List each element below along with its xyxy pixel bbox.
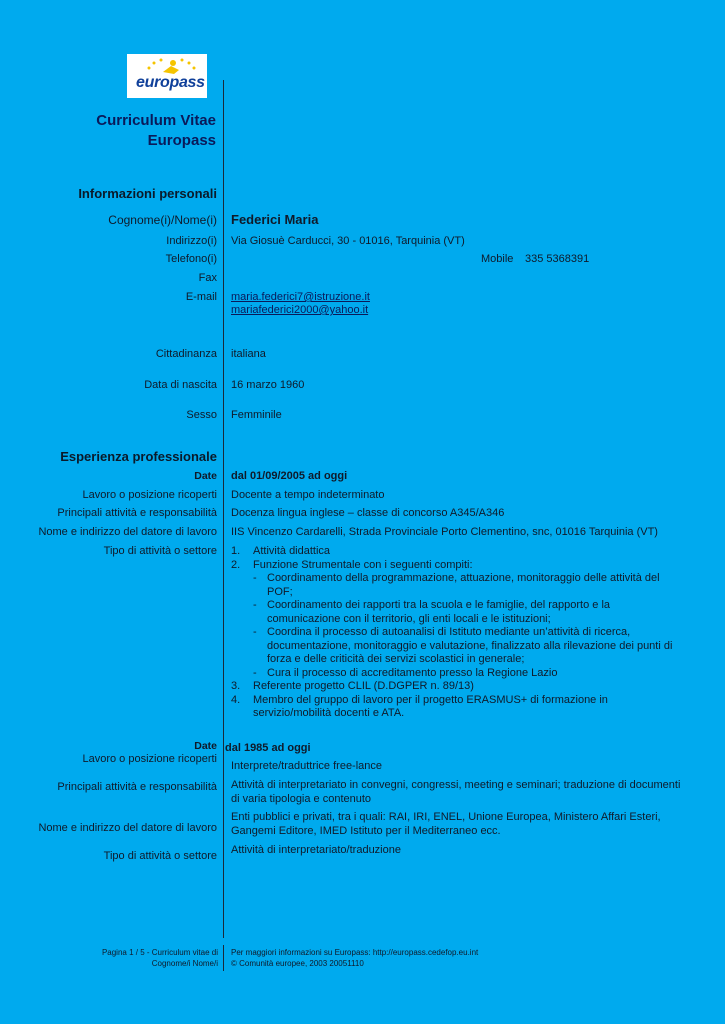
job1-sector-label: Tipo di attività o settore (103, 545, 217, 557)
address-label: Indirizzo(i) (166, 235, 217, 247)
list-item: 1. Attività didattica (231, 545, 331, 557)
logo-text: europass (136, 74, 205, 91)
sub-list-item: - Coordinamento della programmazione, attuazione, monitoraggio delle attività del POF; (253, 572, 660, 598)
birth-label: Data di nascita (144, 379, 217, 391)
job2-date: dal 1985 ad oggi (225, 742, 311, 754)
mobile-value: 335 5368391 (525, 253, 590, 265)
cv-title-line2: Europass (147, 132, 216, 149)
cv-title-line1: Curriculum Vitae (96, 112, 216, 129)
job1-activities-label: Principali attività e responsabilità (57, 507, 217, 519)
sex-value: Femminile (231, 409, 282, 421)
job1-date-label: Date (194, 470, 217, 482)
job2-position: Interprete/traduttrice free-lance (231, 760, 383, 772)
job1-position-label: Lavoro o posizione ricoperti (82, 489, 217, 501)
job1-date: dal 01/09/2005 ad oggi (231, 470, 348, 482)
email-link-2[interactable]: mariafederici2000@yahoo.it (231, 304, 369, 316)
birth-value: 16 marzo 1960 (231, 379, 305, 391)
footer-right: Per maggiori informazioni su Europass: http://europass.cedefop.eu.int © Comunità europee, 2003 20051110 (231, 948, 479, 968)
job2-sector: Attività di interpretariato/traduzione (231, 844, 401, 856)
section-personal-info: Informazioni personali (78, 186, 217, 201)
job1-activities: Docenza lingua inglese – classe di concorso A345/A346 (231, 507, 505, 519)
job1-position: Docente a tempo indeterminato (231, 489, 385, 501)
europass-logo (127, 54, 207, 98)
citizenship-label: Cittadinanza (155, 348, 217, 360)
fax-label: Fax (198, 272, 217, 284)
sub-list-item: - Cura il processo di accreditamento presso la Regione Lazio (253, 666, 558, 679)
name-label: Cognome(i)/Nome(i) (108, 213, 217, 227)
footer-left: Pagina 1 / 5 - Curriculum vitae di Cognome/i Nome/i (101, 948, 218, 968)
column-divider (223, 80, 224, 938)
phone-label: Telefono(i) (165, 253, 217, 265)
job1-employer-label: Nome e indirizzo del datore di lavoro (38, 526, 217, 538)
mobile-label: Mobile (481, 253, 514, 265)
email-label: E-mail (185, 291, 217, 303)
list-item: 3. Referente progetto CLIL (D.DGPER n. 89/13) (231, 680, 474, 692)
job2-date-label: Date (194, 740, 217, 752)
section-experience: Esperienza professionale (60, 449, 217, 464)
list-item: 2. Funzione Strumentale con i seguenti compiti: (231, 558, 473, 571)
job2-position-label: Lavoro o posizione ricoperti (82, 753, 217, 765)
sub-list-item: - Coordina il processo di autoanalisi di Istituto mediante un’attività di ricerca, documentazione, monitoraggio e valutazione, finalizzato alla rilevazione dei punti di forza e delle criticità dei servizi scolastici in generale; (253, 626, 673, 665)
email-link-1[interactable]: maria.federici7@istruzione.it (231, 291, 370, 303)
citizenship-value: italiana (231, 348, 266, 360)
sub-list-item: - Coordinamento dei rapporti tra la scuola e le famiglie, del rapporto e la comunicazione con il territorio, gli enti locali e le istituzioni; (253, 599, 611, 625)
job1-employer: IIS Vincenzo Cardarelli, Strada Provinciale Porto Clementino, snc, 01016 Tarquinia (VT) (231, 526, 658, 538)
address-value: Via Giosuè Carducci, 30 - 01016, Tarquinia (VT) (231, 235, 465, 247)
job2-activities-label: Principali attività e responsabilità (57, 781, 217, 793)
job2-sector-label: Tipo di attività o settore (103, 850, 217, 862)
job1-sector-list (231, 545, 681, 721)
job2-activities: Attività di interpretariato in convegni, congressi, meeting e seminari; traduzione di documenti di varia tipologia e contenuto (231, 779, 681, 805)
job2-employer-label: Nome e indirizzo del datore di lavoro (38, 822, 217, 834)
sex-label: Sesso (186, 409, 217, 421)
list-item: 4. Membro del gruppo di lavoro per il progetto ERASMUS+ di formazione in servizio/mobilità docenti e ATA. (231, 693, 608, 719)
job2-employer: Enti pubblici e privati, tra i quali: RAI, IRI, ENEL, Unione Europea, Ministero Affari Esteri, Gangemi Editore, IMED Istituto per il Mediterraneo ecc. (231, 811, 661, 837)
name-value: Federici Maria (231, 212, 319, 227)
footer-divider (223, 945, 224, 971)
